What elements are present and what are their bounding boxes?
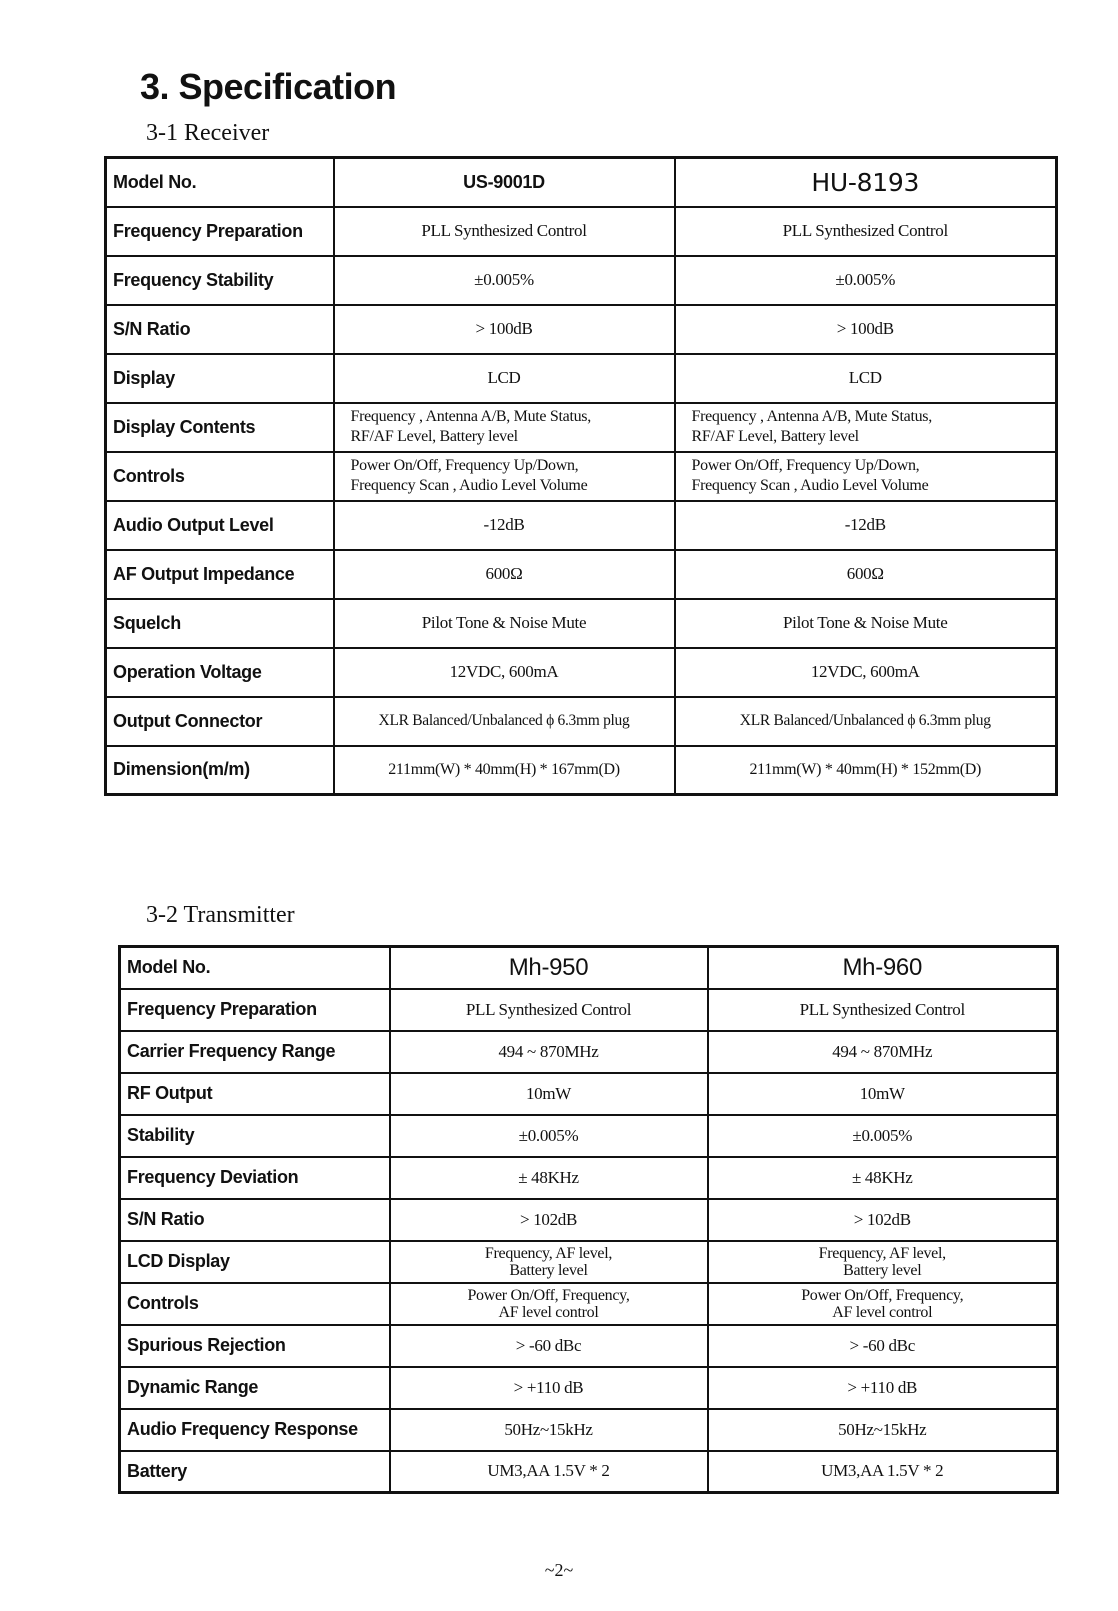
spec-label: Frequency Preparation [106, 207, 334, 256]
spec-value: ± 48KHz [708, 1157, 1058, 1199]
spec-value: 50Hz~15kHz [390, 1409, 708, 1451]
spec-label: Squelch [106, 599, 334, 648]
spec-label: Audio Frequency Response [120, 1409, 390, 1451]
spec-value: LCD [675, 354, 1057, 403]
spec-label: Stability [120, 1115, 390, 1157]
spec-value-line: AF level control [832, 1303, 933, 1321]
spec-label: Carrier Frequency Range [120, 1031, 390, 1073]
spec-label: Controls [120, 1283, 390, 1325]
spec-value: -12dB [675, 501, 1057, 550]
spec-value: -12dB [334, 501, 675, 550]
spec-value: 211mm(W) * 40mm(H) * 167mm(D) [334, 746, 675, 795]
table-row [106, 550, 1057, 599]
spec-label: Battery [120, 1451, 390, 1493]
table-row [106, 158, 1057, 207]
spec-label: Dimension(m/m) [106, 746, 334, 795]
spec-label: LCD Display [120, 1241, 390, 1283]
spec-value [675, 452, 1057, 501]
spec-value: 12VDC, 600mA [675, 648, 1057, 697]
spec-label: Audio Output Level [106, 501, 334, 550]
spec-value [708, 1241, 1058, 1283]
spec-value: 494 ~ 870MHz [390, 1031, 708, 1073]
model-number-cell: Mh-960 [708, 947, 1058, 989]
table-row [120, 1031, 1058, 1073]
table-row [120, 989, 1058, 1031]
table-row [120, 1283, 1058, 1325]
spec-label: Operation Voltage [106, 648, 334, 697]
table-row [106, 305, 1057, 354]
spec-label: Frequency Deviation [120, 1157, 390, 1199]
spec-value: > 100dB [675, 305, 1057, 354]
spec-label: Dynamic Range [120, 1367, 390, 1409]
spec-value: Pilot Tone & Noise Mute [334, 599, 675, 648]
spec-value: 600Ω [334, 550, 675, 599]
table-row [120, 1157, 1058, 1199]
spec-value-line: Power On/Off, Frequency, [801, 1286, 964, 1304]
spec-value: 10mW [708, 1073, 1058, 1115]
spec-label: S/N Ratio [106, 305, 334, 354]
transmitter-subtitle: 3-2 Transmitter [146, 902, 295, 928]
receiver-spec-table [104, 156, 1058, 796]
spec-label: Display [106, 354, 334, 403]
spec-value: 10mW [390, 1073, 708, 1115]
spec-value: ±0.005% [334, 256, 675, 305]
spec-value-line: Power On/Off, Frequency Up/Down, [691, 457, 920, 474]
spec-value: XLR Balanced/Unbalanced ϕ 6.3mm plug [334, 697, 675, 746]
table-row [120, 1325, 1058, 1367]
spec-value: > +110 dB [390, 1367, 708, 1409]
spec-label: Frequency Stability [106, 256, 334, 305]
spec-value: ±0.005% [675, 256, 1057, 305]
table-row [106, 452, 1057, 501]
spec-value: LCD [334, 354, 675, 403]
spec-value: ±0.005% [390, 1115, 708, 1157]
spec-value: 494 ~ 870MHz [708, 1031, 1058, 1073]
spec-value-line: AF level control [498, 1303, 599, 1321]
spec-value [390, 1283, 708, 1325]
spec-value: PLL Synthesized Control [334, 207, 675, 256]
spec-label: Controls [106, 452, 334, 501]
table-row [106, 403, 1057, 452]
table-row [120, 1409, 1058, 1451]
model-number-cell: US-9001D [334, 158, 675, 207]
table-row [120, 1073, 1058, 1115]
spec-value-line: Frequency Scan , Audio Level Volume [350, 477, 588, 494]
spec-value-line: Frequency Scan , Audio Level Volume [691, 477, 929, 494]
spec-value: 12VDC, 600mA [334, 648, 675, 697]
table-row [106, 746, 1057, 795]
table-row [120, 947, 1058, 989]
spec-value: ±0.005% [708, 1115, 1058, 1157]
spec-value [675, 403, 1057, 452]
spec-value-line: Frequency , Antenna A/B, Mute Status, [350, 408, 591, 425]
spec-value: XLR Balanced/Unbalanced ϕ 6.3mm plug [675, 697, 1057, 746]
spec-label: Output Connector [106, 697, 334, 746]
spec-value: > -60 dBc [390, 1325, 708, 1367]
spec-label: AF Output Impedance [106, 550, 334, 599]
table-row [120, 1367, 1058, 1409]
spec-value: PLL Synthesized Control [390, 989, 708, 1031]
spec-value-line: RF/AF Level, Battery level [350, 428, 518, 445]
spec-value [708, 1283, 1058, 1325]
model-number-cell: Mh-950 [390, 947, 708, 989]
spec-label: Spurious Rejection [120, 1325, 390, 1367]
page-title: 3. Specification [140, 66, 397, 107]
model-number-cell: HU-8193 [675, 158, 1057, 207]
spec-label: Model No. [120, 947, 390, 989]
table-row [120, 1199, 1058, 1241]
spec-value: Pilot Tone & Noise Mute [675, 599, 1057, 648]
receiver-subtitle: 3-1 Receiver [146, 120, 270, 146]
spec-value-line: Battery level [509, 1261, 588, 1279]
table-row [106, 599, 1057, 648]
spec-value-line: Frequency, AF level, [484, 1244, 613, 1262]
table-row [106, 697, 1057, 746]
spec-value: PLL Synthesized Control [675, 207, 1057, 256]
spec-value: > +110 dB [708, 1367, 1058, 1409]
table-row [106, 256, 1057, 305]
spec-value-line: RF/AF Level, Battery level [691, 428, 859, 445]
spec-label: Display Contents [106, 403, 334, 452]
table-row [120, 1115, 1058, 1157]
spec-value-line: Frequency , Antenna A/B, Mute Status, [691, 408, 932, 425]
spec-value-line: Power On/Off, Frequency, [467, 1286, 630, 1304]
spec-value [334, 403, 675, 452]
spec-value [334, 452, 675, 501]
spec-value [390, 1241, 708, 1283]
spec-label: RF Output [120, 1073, 390, 1115]
spec-value: > 102dB [708, 1199, 1058, 1241]
page-number: ~2~ [544, 1560, 574, 1580]
spec-value: ± 48KHz [390, 1157, 708, 1199]
spec-value: 211mm(W) * 40mm(H) * 152mm(D) [675, 746, 1057, 795]
table-row [106, 207, 1057, 256]
spec-label: Model No. [106, 158, 334, 207]
spec-value: > 100dB [334, 305, 675, 354]
spec-value-line: Battery level [843, 1261, 922, 1279]
spec-value: 50Hz~15kHz [708, 1409, 1058, 1451]
transmitter-spec-table [118, 945, 1059, 1494]
spec-value-line: Power On/Off, Frequency Up/Down, [350, 457, 579, 474]
spec-value: UM3,AA 1.5V * 2 [708, 1451, 1058, 1493]
spec-value: PLL Synthesized Control [708, 989, 1058, 1031]
spec-value: > -60 dBc [708, 1325, 1058, 1367]
table-row [106, 648, 1057, 697]
table-row [120, 1241, 1058, 1283]
table-row [106, 501, 1057, 550]
spec-value: 600Ω [675, 550, 1057, 599]
spec-label: S/N Ratio [120, 1199, 390, 1241]
table-row [120, 1451, 1058, 1493]
spec-value-line: Frequency, AF level, [818, 1244, 946, 1262]
spec-value: UM3,AA 1.5V * 2 [390, 1451, 708, 1493]
spec-label: Frequency Preparation [120, 989, 390, 1031]
table-row [106, 354, 1057, 403]
spec-value: > 102dB [390, 1199, 708, 1241]
